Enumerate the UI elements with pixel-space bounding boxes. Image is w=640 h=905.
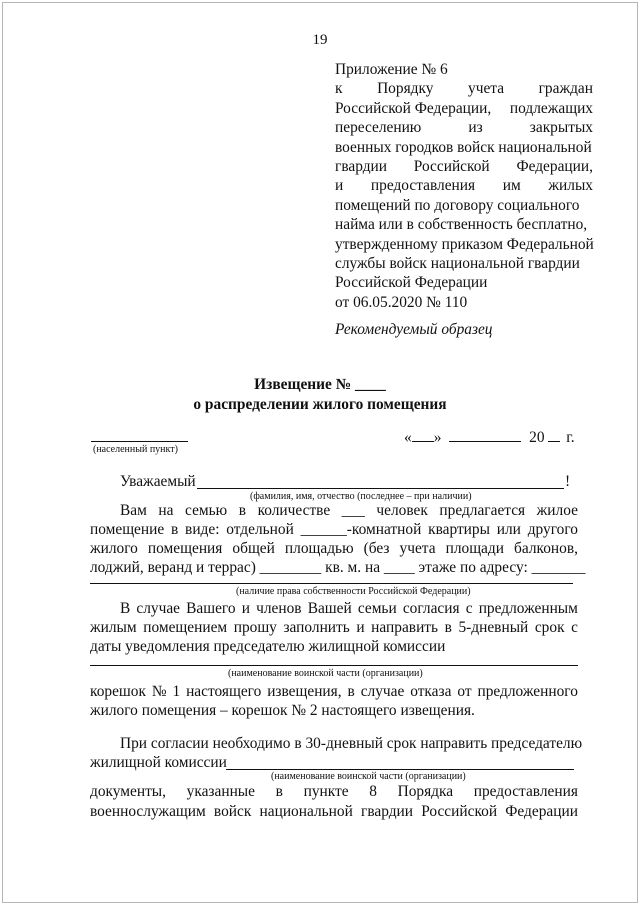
appendix-line <box>335 215 593 234</box>
word: квартиры <box>428 521 490 538</box>
appendix-line <box>335 235 593 254</box>
para4-line3 <box>90 783 578 801</box>
greeting-word: Уважаемый <box>120 473 196 490</box>
word: отдельной <box>226 521 294 538</box>
word: человек <box>376 502 428 519</box>
appendix-line <box>335 254 593 273</box>
word: другого <box>527 521 578 538</box>
word: площадью <box>284 540 354 557</box>
month-field[interactable] <box>449 429 521 442</box>
appendix-word: Российской Федерации, <box>335 99 492 117</box>
word: виде: <box>185 521 220 538</box>
word: в <box>238 502 246 519</box>
year-suffix: г. <box>566 429 575 446</box>
appendix-word: переселению <box>335 119 422 137</box>
word: отказа <box>410 683 452 700</box>
para2-line2 <box>90 619 578 637</box>
appendix-line <box>335 138 593 157</box>
word: семью <box>185 502 228 519</box>
para2-line3: даты уведомления председателю жилищной комиссии <box>90 638 446 655</box>
word: национальной <box>259 803 353 820</box>
appendix-word: граждан <box>538 80 593 98</box>
appendix-word: и <box>335 177 344 195</box>
word: от <box>457 683 472 700</box>
word: Вашего <box>186 600 236 617</box>
para4-line2: жилищной комиссии <box>90 754 227 771</box>
word: и <box>356 619 365 636</box>
word: и <box>241 600 250 617</box>
appendix-word: утвержденному приказом Федеральной <box>335 235 594 253</box>
para1-line2 <box>90 521 578 539</box>
word: указанные <box>186 783 255 800</box>
word: Порядка <box>397 783 454 800</box>
appendix-word: жилых <box>548 177 593 195</box>
word: В <box>120 600 131 617</box>
appendix-word: найма или в собственность бесплатно, <box>335 216 588 234</box>
appendix-line <box>335 293 593 312</box>
para4-line1: При согласии необходимо в 30-дневный срок направить председателю <box>120 735 583 752</box>
commission-unit-field[interactable] <box>90 665 578 666</box>
settlement-field[interactable] <box>91 441 188 442</box>
appendix-line <box>335 79 593 98</box>
unit-name-field[interactable] <box>226 769 574 770</box>
word: направить <box>371 619 439 636</box>
word: ___ <box>341 502 365 519</box>
appendix-line <box>335 60 593 79</box>
word: количестве <box>257 502 331 519</box>
notice-title: Извещение № ____ <box>254 376 386 393</box>
page-number: 19 <box>312 32 328 48</box>
addressee-name-field[interactable] <box>197 488 564 489</box>
unit-name-caption: (наименование воинской части (организации) <box>271 771 466 782</box>
word: Вам <box>120 502 147 519</box>
word: прошу <box>233 619 277 636</box>
settlement-caption: (населенный пункт) <box>93 444 178 455</box>
para2-line1 <box>120 600 578 618</box>
appendix-word: помещений по договору социального <box>335 196 580 214</box>
word: в <box>275 783 283 800</box>
appendix-word: подлежащих <box>509 99 593 117</box>
appendix-word: из <box>468 119 483 137</box>
word: на <box>158 502 174 519</box>
word: жилое <box>536 502 578 519</box>
ownership-field[interactable] <box>90 583 573 584</box>
word: семьи <box>357 600 397 617</box>
word: 5-дневный <box>458 619 529 636</box>
appendix-word: Федерации, <box>516 158 593 176</box>
word: балконов, <box>514 540 578 557</box>
appendix-word: военных городков войск национальной <box>335 138 592 156</box>
word: гвардии <box>361 803 414 820</box>
appendix-line <box>335 157 593 176</box>
word: учета <box>399 540 436 557</box>
word: помещение <box>90 521 165 538</box>
word: Вашей <box>307 600 352 617</box>
word: войск <box>213 803 252 820</box>
word: военнослужащим <box>90 803 206 820</box>
word: предложенного <box>477 683 578 700</box>
appendix-line <box>335 273 593 292</box>
para3-line2: жилого помещения – корешок № 2 настоящего извещения. <box>90 702 475 719</box>
word: помещения <box>147 540 223 557</box>
word: с <box>465 600 473 617</box>
appendix-word: Порядку <box>377 80 434 98</box>
word: документы, <box>90 783 166 800</box>
date-line <box>404 429 575 447</box>
appendix-line <box>335 196 593 215</box>
word: предоставления <box>473 783 578 800</box>
word: жилым <box>90 619 137 636</box>
appendix-word: гвардии <box>335 158 388 176</box>
para1-line3 <box>90 540 578 558</box>
word: помещением <box>143 619 228 636</box>
word: пункте <box>303 783 349 800</box>
appendix-word: службы войск национальной гвардии <box>335 255 580 273</box>
addressee-caption: (фамилия, имя, отчество (последнее – при наличии) <box>250 491 472 502</box>
greeting-exclamation: ! <box>565 473 571 490</box>
appendix-word: от 06.05.2020 № 110 <box>335 293 468 311</box>
appendix-line <box>335 118 593 137</box>
word: в <box>170 521 179 538</box>
word: общей <box>232 540 275 557</box>
word: срок <box>534 619 565 636</box>
word: с <box>571 619 578 636</box>
appendix-word: Российской Федерации <box>335 274 488 292</box>
word: случае <box>360 683 405 700</box>
word: предложенным <box>478 600 578 617</box>
para1-line1 <box>120 502 578 520</box>
word: жилого <box>90 540 138 557</box>
word: извещения, <box>267 683 342 700</box>
word: в <box>347 683 355 700</box>
appendix-word: к <box>335 80 343 98</box>
word: Федерации <box>505 803 578 820</box>
appendix-word: Российской <box>413 158 490 176</box>
word: заполнить <box>283 619 350 636</box>
word: в <box>444 619 452 636</box>
word: 8 <box>369 783 377 800</box>
notice-subtitle: о распределении жилого помещения <box>193 396 447 413</box>
word: корешок <box>90 683 146 700</box>
para1-line4: лоджий, веранд и террас) ________ кв. м. на ____ этаже по адресу: _______ <box>90 559 586 576</box>
commission-unit-caption: (наименование воинской части (организации) <box>228 668 423 679</box>
year-prefix: 20 <box>529 429 545 446</box>
ownership-caption: (наличие права собственности Российской Федерации) <box>236 586 471 597</box>
appendix-word: предоставления <box>370 177 476 195</box>
word: предлагается <box>439 502 526 519</box>
word: настоящего <box>186 683 262 700</box>
word: членов <box>256 600 302 617</box>
para3-line1 <box>90 683 578 701</box>
para4-line4 <box>90 803 578 821</box>
appendix-line <box>335 176 593 195</box>
appendix-word: Приложение № 6 <box>335 61 448 78</box>
year-field[interactable] <box>548 429 560 442</box>
word: площади <box>445 540 504 557</box>
word: 1 <box>172 683 181 700</box>
date-close-quote: » <box>433 429 442 446</box>
word: ______-комнатной <box>300 521 422 538</box>
appendix-header <box>335 60 593 312</box>
appendix-word: учета <box>468 80 505 98</box>
appendix-word: им <box>502 177 521 195</box>
date-open-quote: « <box>404 429 412 446</box>
appendix-line <box>335 99 593 118</box>
word: случае <box>136 600 181 617</box>
word: или <box>496 521 521 538</box>
word: Российской <box>421 803 498 820</box>
word: согласия <box>402 600 460 617</box>
day-field[interactable] <box>412 429 434 442</box>
word: (без <box>363 540 390 557</box>
appendix-word: закрытых <box>529 119 593 137</box>
recommended-sample-label: Рекомендуемый образец <box>335 321 493 338</box>
word: № <box>151 683 167 700</box>
